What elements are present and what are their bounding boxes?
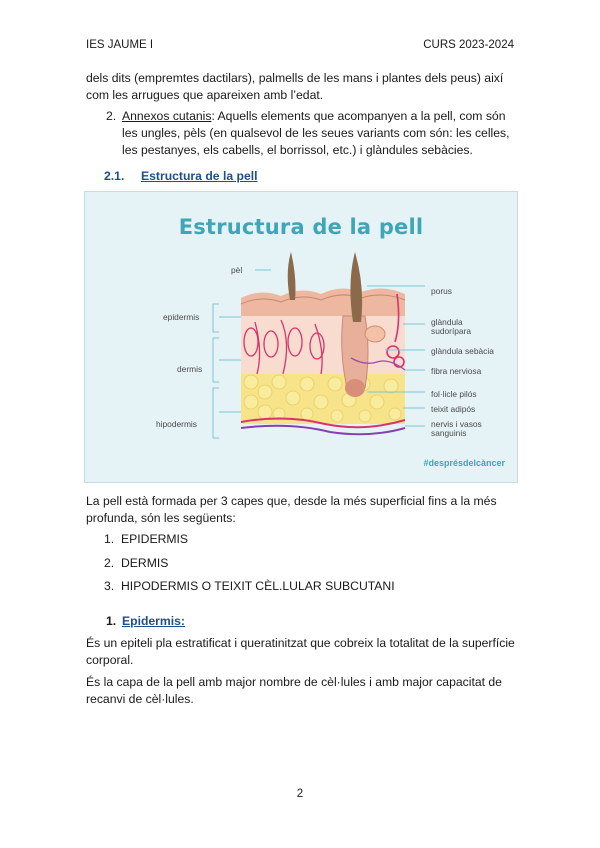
layer-3-number: 3. — [104, 579, 115, 593]
layer-1-number: 1. — [104, 532, 115, 546]
label-nerve: fibra nerviosa — [431, 366, 482, 376]
label-sweat-gland-2: sudorípara — [431, 326, 472, 336]
layer-2-number: 2. — [104, 556, 115, 570]
layer-3-name: HIPODERMIS O TEIXIT CÈL.LULAR SUBCUTANI — [121, 579, 395, 593]
layers-intro-line-1: La pell està formada per 3 capes que, desde la més superficial fins a la més — [86, 494, 497, 508]
label-sebaceous: glàndula sebàcia — [431, 346, 494, 356]
epidermis-p2-line-1: És la capa de la pell amb major nombre de cèl·lules i amb major capacitat de — [86, 675, 502, 689]
header-course: CURS 2023-2024 — [423, 39, 514, 51]
epidermis-heading-number: 1. — [106, 614, 117, 628]
label-dermis: dermis — [177, 364, 203, 374]
skin-diagram — [85, 192, 517, 482]
dermis-layer — [241, 314, 405, 374]
intro-line-2: com les arrugues que apareixen amb l’edat. — [86, 88, 324, 102]
epidermis-p1-line-1: És un epiteli pla estratificat i queratinitzat que cobreix la totalitat de la superfície — [86, 636, 515, 650]
figure-title: Estructura de la pell — [178, 215, 424, 239]
label-adipose: teixit adipós — [431, 404, 476, 414]
label-vessels-1: nervis i vasos — [431, 419, 482, 429]
layer-2-name: DERMIS — [121, 556, 169, 570]
epidermis-layer — [241, 288, 405, 316]
annexos-number: 2. — [106, 109, 117, 123]
figure-hashtag: #desprésdelcàncer — [423, 458, 505, 468]
epidermis-heading-title: Epidermis: — [122, 614, 185, 628]
label-hair: pèl — [231, 265, 243, 275]
epidermis-p2-line-2: recanvi de cèl·lules. — [86, 692, 194, 706]
annexos-line-1-rest: : Aquells elements que acompanyen a la pell, com són — [211, 109, 506, 123]
label-epidermis: epidermis — [163, 312, 200, 322]
hair-shaft-right — [350, 252, 362, 322]
skin-structure-figure — [84, 191, 518, 483]
annexos-line-2: les ungles, pèls (en qualsevol de les seues variants com són: les celles, — [122, 126, 510, 140]
annexos-line-3: les pestanyes, els cabells, el borrissol, etc.) i glàndules sebàcies. — [122, 143, 473, 157]
intro-line-1: dels dits (empremtes dactilars), palmells de les mans i plantes dels peus) així — [86, 71, 504, 85]
page-number: 2 — [296, 788, 304, 800]
epidermis-p1-line-2: corporal. — [86, 653, 134, 667]
annexos-line-1 — [122, 108, 522, 125]
label-hipodermis: hipodermis — [156, 419, 197, 429]
annexos-term: Annexos cutanis — [122, 109, 212, 123]
label-porus: porus — [431, 286, 452, 296]
header-school: IES JAUME I — [86, 39, 154, 51]
sebaceous-gland — [365, 326, 385, 342]
section-number: 2.1. — [104, 169, 125, 183]
label-vessels-2: sanguinis — [431, 428, 467, 438]
label-follicle: fol·licle pilós — [431, 389, 477, 399]
hair-shaft-left — [288, 252, 296, 300]
label-sweat-gland-1: glàndula — [431, 317, 463, 327]
section-title: Estructura de la pell — [141, 169, 258, 183]
layers-intro-line-2: profunda, són les següents: — [86, 511, 236, 525]
layer-1-name: EPIDERMIS — [121, 532, 189, 546]
